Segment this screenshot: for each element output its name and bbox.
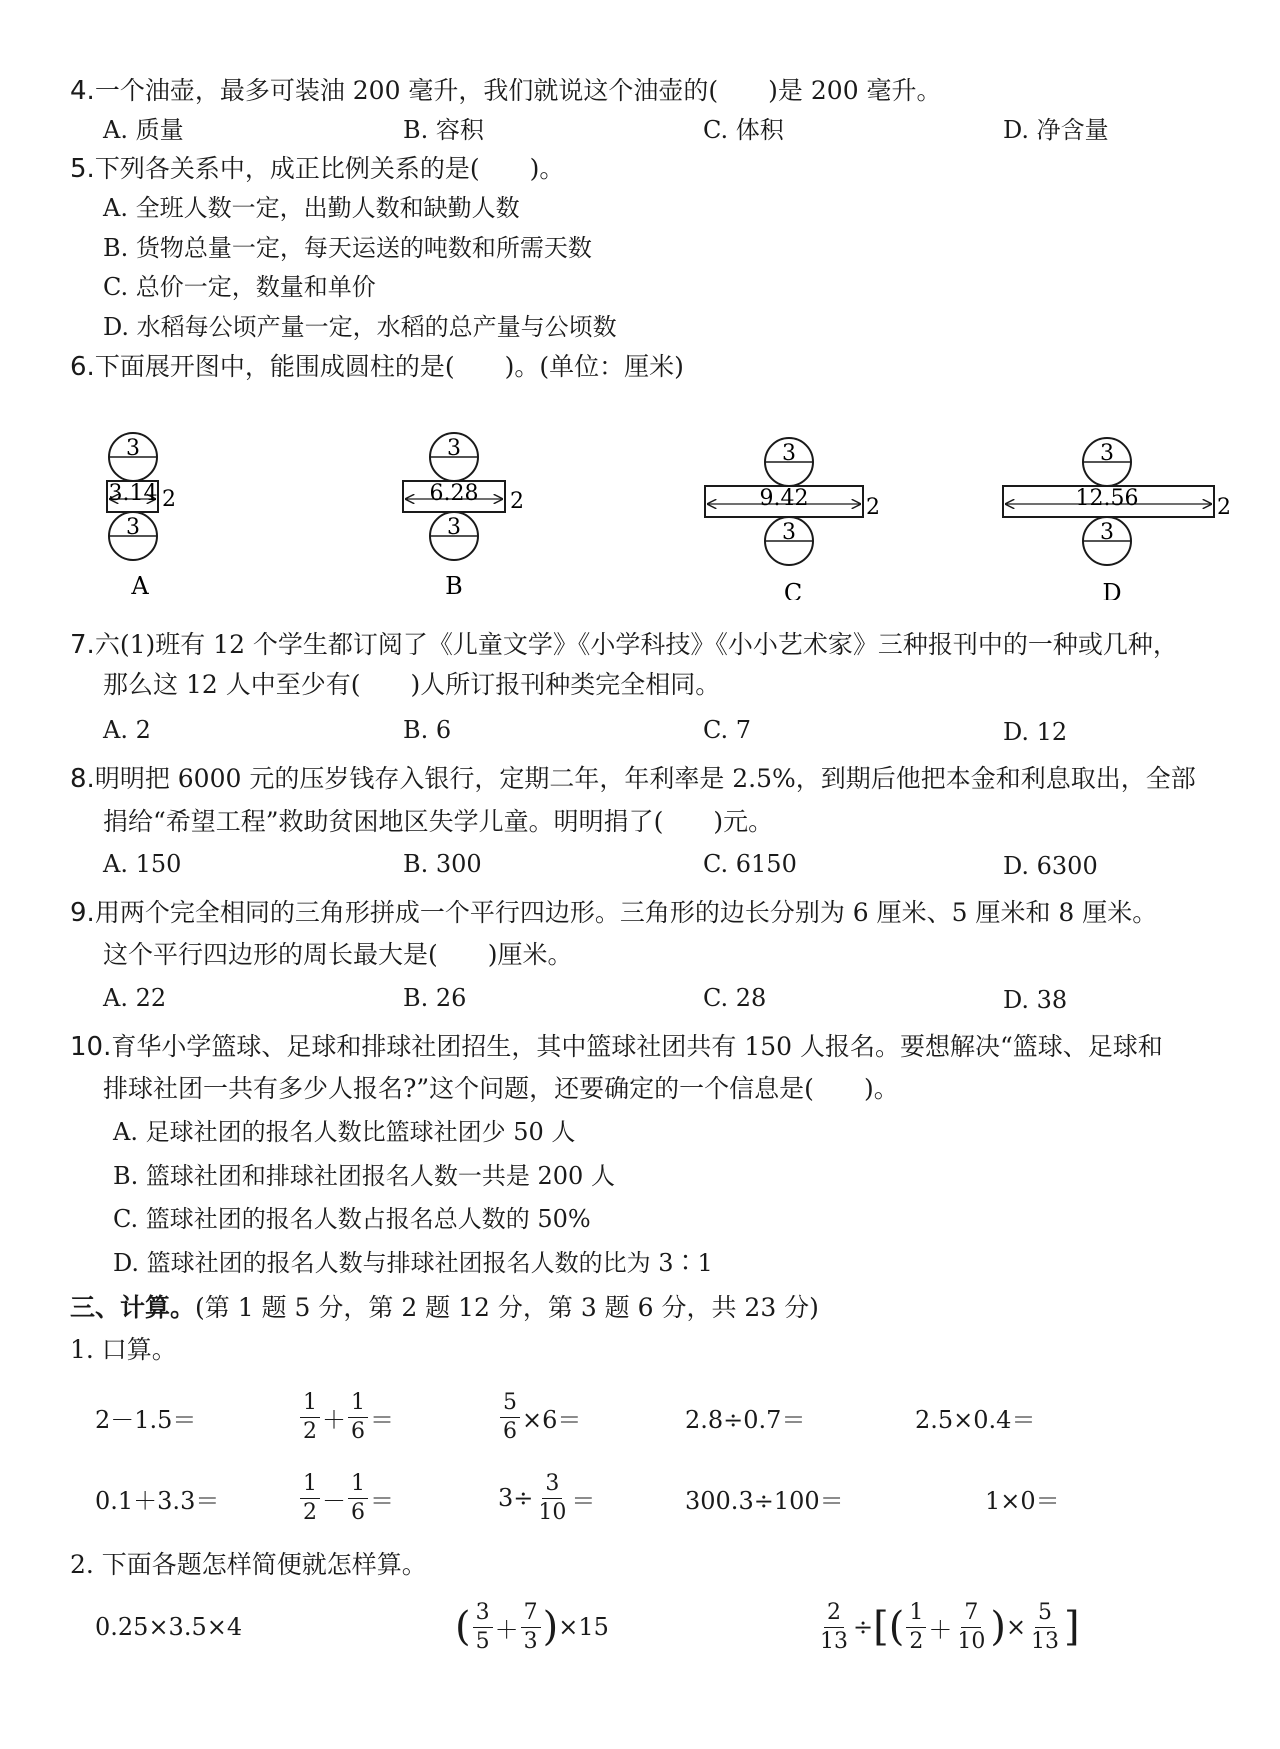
question-6 — [70, 350, 684, 384]
net-a-height: 2 — [162, 487, 176, 512]
q4-option-d[interactable]: D. 净含量 — [1003, 116, 1109, 144]
calc-1-item-9: 300.3÷100＝ — [685, 1486, 844, 1515]
net-c-length: 9.42 — [759, 486, 809, 511]
net-c-bottom-diameter: 3 — [782, 520, 796, 545]
frac-denominator: 13 — [1031, 1628, 1060, 1654]
frac-denominator: 6 — [503, 1418, 517, 1444]
frac-numerator: 1 — [348, 1470, 368, 1499]
q7-option-a[interactable]: A. 2 — [103, 716, 151, 744]
q9-option-b[interactable]: B. 26 — [403, 984, 467, 1012]
section-3-note: (第 1 题 5 分，第 2 题 12 分，第 3 题 6 分，共 23 分) — [195, 1293, 819, 1322]
calc-2-item-2 — [455, 1592, 609, 1662]
question-text: 下列各关系中，成正比例关系的是( )。 — [94, 154, 565, 183]
question-number: 4. — [70, 76, 95, 106]
frac-denominator: 13 — [820, 1628, 848, 1654]
net-d-length: 12.56 — [1075, 486, 1139, 511]
calc-1-item-1: 2－1.5＝ — [95, 1405, 197, 1434]
frac-numerator: 3 — [473, 1599, 493, 1628]
frac-numerator: 5 — [500, 1389, 520, 1418]
q4-option-a[interactable]: A. 质量 — [103, 116, 184, 144]
net-a[interactable] — [107, 433, 176, 600]
question-5 — [70, 152, 564, 186]
question-7-line2: 那么这 12 人中至少有( )人所订报刊种类完全相同。 — [103, 670, 721, 699]
divide-sign: ÷ — [853, 1613, 874, 1641]
net-b-top-diameter: 3 — [447, 436, 461, 461]
expression-rest: ×6＝ — [522, 1405, 582, 1434]
calc-1-item-8 — [498, 1466, 595, 1530]
equals: ＝ — [571, 1486, 596, 1515]
q8-option-d[interactable]: D. 6300 — [1003, 852, 1098, 880]
left-paren: ( — [455, 1604, 471, 1650]
frac-denominator: 2 — [303, 1499, 317, 1525]
frac-denominator: 3 — [523, 1628, 538, 1654]
frac-denominator: 2 — [303, 1418, 317, 1444]
q7-option-c[interactable]: C. 7 — [703, 716, 752, 744]
question-text-line1: 六(1)班有 12 个学生都订阅了《儿童文学》《小学科技》《小小艺术家》三种报刊中的一种或几种， — [94, 630, 1178, 659]
frac-numerator: 7 — [961, 1599, 981, 1628]
net-a-top-diameter: 3 — [126, 436, 140, 461]
net-d-label: D — [1102, 579, 1122, 600]
calc-1-item-6: 0.1＋3.3＝ — [95, 1486, 220, 1515]
equals: ＝ — [370, 1405, 394, 1434]
multiply-sign: × — [1005, 1613, 1027, 1641]
net-d[interactable] — [1003, 438, 1231, 600]
expression-rest: ×15 — [558, 1613, 609, 1641]
q10-option-b[interactable]: B. 篮球社团和排球社团报名人数一共是 200 人 — [113, 1162, 615, 1190]
calc-1-item-2 — [298, 1385, 394, 1449]
q4-option-c[interactable]: C. 体积 — [703, 116, 784, 144]
cylinder-nets-figure — [0, 420, 1280, 600]
frac-denominator: 6 — [351, 1418, 365, 1444]
question-8 — [70, 762, 1196, 796]
question-number: 10. — [70, 1032, 112, 1062]
section-3-heading — [70, 1291, 819, 1325]
operator: ＋ — [928, 1615, 953, 1644]
expression-prefix: 3÷ — [498, 1484, 534, 1512]
section-3-title: 三、计算。 — [70, 1293, 196, 1322]
net-d-bottom-diameter: 3 — [1100, 520, 1114, 545]
right-paren: ) — [542, 1604, 559, 1650]
net-c-top-diameter: 3 — [782, 441, 796, 466]
question-number: 6. — [70, 352, 95, 382]
equals: ＝ — [370, 1486, 394, 1515]
net-a-bottom-diameter: 3 — [126, 515, 140, 540]
left-bracket: [ — [873, 1604, 889, 1650]
calc-1-item-4: 2.8÷0.7＝ — [685, 1405, 806, 1434]
frac-numerator: 5 — [1035, 1599, 1055, 1628]
net-c[interactable] — [705, 438, 880, 600]
question-9-line2: 这个平行四边形的周长最大是( )厘米。 — [103, 940, 573, 969]
calc-2-title: 2. 下面各题怎样简便就怎样算。 — [70, 1550, 427, 1579]
question-number: 7. — [70, 630, 95, 660]
frac-numerator: 1 — [906, 1599, 926, 1628]
calc-2-item-3 — [815, 1592, 1080, 1662]
q9-option-a[interactable]: A. 22 — [103, 984, 167, 1012]
frac-numerator: 7 — [521, 1599, 541, 1628]
right-paren: ) — [990, 1604, 1006, 1650]
net-d-height: 2 — [1217, 495, 1231, 520]
frac-denominator: 2 — [909, 1628, 924, 1654]
net-a-length: 3.14 — [108, 481, 158, 506]
frac-denominator: 10 — [957, 1628, 986, 1654]
net-c-height: 2 — [866, 495, 880, 520]
q10-option-d[interactable]: D. 篮球社团的报名人数与排球社团报名人数的比为 3∶1 — [113, 1249, 713, 1277]
frac-numerator: 2 — [824, 1599, 844, 1628]
calc-1-item-7 — [298, 1466, 394, 1530]
calc-1-item-10: 1×0＝ — [985, 1486, 1060, 1515]
question-10-line2: 排球社团一共有多少人报名?”这个问题，还要确定的一个信息是( )。 — [103, 1074, 899, 1103]
calc-1-item-5: 2.5×0.4＝ — [915, 1405, 1036, 1434]
q7-option-b[interactable]: B. 6 — [403, 716, 452, 744]
operator: ＋ — [494, 1615, 519, 1644]
question-9 — [70, 896, 1157, 930]
q5-option-d[interactable]: D. 水稻每公顷产量一定，水稻的总产量与公顷数 — [103, 313, 617, 341]
net-b-height: 2 — [510, 489, 524, 514]
q5-option-b[interactable]: B. 货物总量一定，每天运送的吨数和所需天数 — [103, 234, 592, 262]
net-d-top-diameter: 3 — [1100, 441, 1114, 466]
q5-option-a[interactable]: A. 全班人数一定，出勤人数和缺勤人数 — [103, 194, 520, 222]
frac-numerator: 1 — [300, 1470, 320, 1499]
question-4 — [70, 74, 942, 108]
frac-numerator: 1 — [348, 1389, 368, 1418]
net-b[interactable] — [403, 433, 524, 600]
q7-option-d[interactable]: D. 12 — [1003, 718, 1068, 746]
question-text-line1: 明明把 6000 元的压岁钱存入银行，定期二年，年利率是 2.5%，到期后他把本金和利息取出，全部 — [94, 764, 1196, 793]
net-b-label: B — [445, 572, 463, 600]
calc-1-item-3 — [498, 1385, 581, 1449]
question-text: 下面展开图中，能围成圆柱的是( )。(单位：厘米) — [94, 352, 684, 381]
net-b-bottom-diameter: 3 — [447, 515, 461, 540]
question-number: 8. — [70, 764, 95, 794]
question-number: 9. — [70, 898, 95, 928]
question-number: 5. — [70, 154, 95, 184]
q8-option-b[interactable]: B. 300 — [403, 850, 482, 878]
q9-option-c[interactable]: C. 28 — [703, 984, 767, 1012]
frac-numerator: 3 — [542, 1470, 562, 1499]
frac-denominator: 10 — [538, 1499, 567, 1525]
operator: － — [322, 1486, 346, 1515]
q10-option-c[interactable]: C. 篮球社团的报名人数占报名总人数的 50% — [113, 1205, 591, 1233]
net-a-label: A — [131, 572, 149, 600]
frac-denominator: 5 — [475, 1628, 490, 1654]
calc-2-item-1: 0.25×3.5×4 — [95, 1613, 243, 1641]
question-text: 一个油壶，最多可装油 200 毫升，我们就说这个油壶的( )是 200 毫升。 — [94, 76, 942, 105]
question-7 — [70, 628, 1178, 662]
q8-option-c[interactable]: C. 6150 — [703, 850, 797, 878]
question-text-line1: 育华小学篮球、足球和排球社团招生，其中篮球社团共有 150 人报名。要想解决“篮球、足球和 — [111, 1032, 1163, 1061]
question-10 — [70, 1030, 1163, 1064]
left-paren: ( — [888, 1604, 905, 1650]
q4-option-b[interactable]: B. 容积 — [403, 116, 484, 144]
net-c-label: C — [783, 579, 803, 600]
calc-1-title: 1. 口算。 — [70, 1335, 177, 1364]
q10-option-a[interactable]: A. 足球社团的报名人数比篮球社团少 50 人 — [113, 1118, 576, 1146]
right-bracket: ] — [1064, 1604, 1080, 1650]
q8-option-a[interactable]: A. 150 — [103, 850, 182, 878]
frac-denominator: 6 — [351, 1499, 365, 1525]
q9-option-d[interactable]: D. 38 — [1003, 986, 1068, 1014]
question-8-line2: 捐给“希望工程”救助贫困地区失学儿童。明明捐了( )元。 — [103, 807, 774, 836]
q5-option-c[interactable]: C. 总价一定，数量和单价 — [103, 273, 376, 301]
question-text-line1: 用两个完全相同的三角形拼成一个平行四边形。三角形的边长分别为 6 厘米、5 厘米和 8 厘米。 — [94, 898, 1158, 927]
frac-numerator: 1 — [300, 1389, 320, 1418]
net-b-length: 6.28 — [429, 481, 479, 506]
operator: ＋ — [322, 1405, 346, 1434]
